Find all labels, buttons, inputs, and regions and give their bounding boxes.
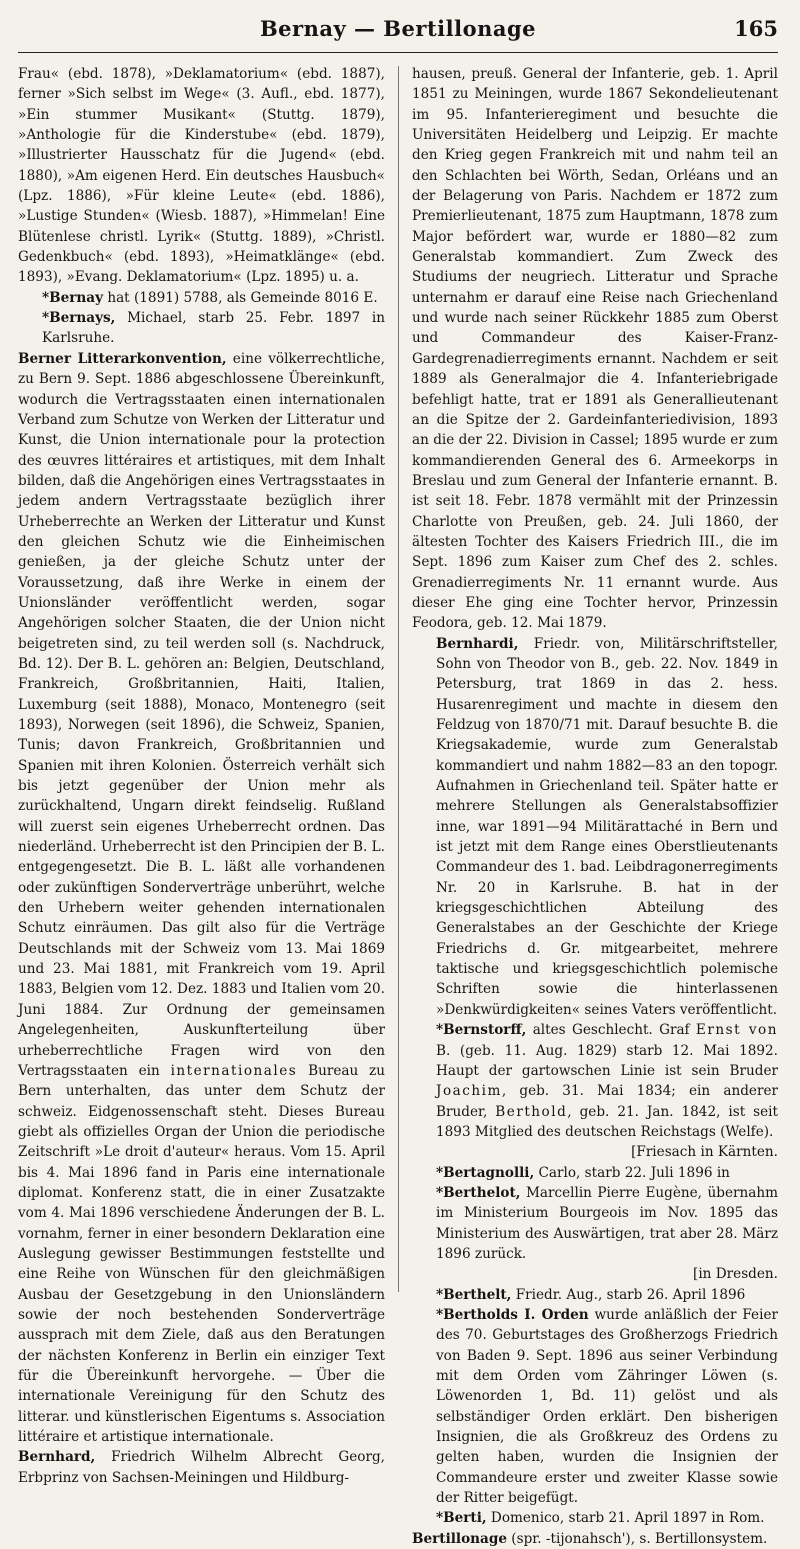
entry-text: Michael, starb 25. Febr. 1897 in Karlsruhe. [42, 310, 385, 347]
left-column [18, 64, 385, 1488]
entry-bernays [18, 308, 385, 349]
spaced-text: internationales [170, 1062, 298, 1079]
headword: *Bernstorff, [436, 1022, 527, 1039]
entry-text: (spr. -tijonahsch'), s. Bertillonsystem. [506, 1530, 768, 1547]
entry-bernay [18, 288, 385, 308]
entry-text: B. (geb. 11. Aug. 1829) starb 12. Mai 1892. Haupt der gartowschen Linie ist sein Bruder [436, 1042, 778, 1079]
spaced-name: Berthold [495, 1103, 568, 1120]
headword: Berner Litterarkonvention, [18, 350, 227, 367]
spaced-name: Ernst von [695, 1022, 778, 1039]
headword: *Bertholds I. Orden [436, 1306, 589, 1323]
entry-berner-litterarkonvention [18, 349, 385, 1448]
entry-text: hat (1891) 5788, als Gemeinde 8016 E. [103, 289, 378, 306]
page-number: 165 [734, 16, 778, 41]
headword: *Berthelot, [436, 1184, 521, 1201]
headword: Bertillonage [412, 1530, 507, 1547]
entry-bernstorff [412, 1020, 778, 1162]
entry-bertillonage [412, 1529, 778, 1549]
entry-text: Friedr. Aug., starb 26. April 1896 [511, 1286, 746, 1303]
entry-text: Domenico, starb 21. April 1897 in Rom. [486, 1510, 765, 1527]
entry-berti [412, 1508, 778, 1528]
entry-text: wurde anläßlich der Feier des 70. Geburtstages des Großherzogs Friedrich von Baden 9. Sept. 1896 aus seiner Verbindung mit dem Orden vom Zähringer Löwen (s. Löwenorden 1, Bd. 11) gelöst und als selbständiger Orden erklärt. Den bisherigen Insignien, die als Großkreuz des Ordens zu gelten haben, wurden die Insignien der Commandeure erster und zweiter Klasse sowie der Ritter beigefügt. [436, 1306, 778, 1507]
entry-bernhardi [412, 634, 778, 1021]
entry-text: Frau« (ebd. 1878), »Deklamatorium« (ebd. 1887), ferner »Sich selbst im Wege« (3. Aufl., ebd. 1877), »Ein stummer Musikant« (Stuttg. 1879), »Anthologie für die Kinderstube« (ebd. 1879), »Illustrierter Hausschatz für die Jugend« (ebd. 1880), »Am eigenen Herd. Ein deutsches Hausbuch« (Lpz. 1886), »Für kleine Leute« (ebd. 1886), »Lustige Stunden« (Wiesb. 1887), »Himmelan! Eine Blütenlese christl. Lyrik« (Stuttg. 1889), »Christl. Gedenkbuch« (ebd. 1893), »Heimatklänge« (ebd. 1893), »Evang. Deklamatorium« (Lpz. 1895) u. a. [18, 66, 385, 286]
page-header [18, 8, 778, 53]
column-divider [398, 66, 399, 1292]
entry-text: hausen, preuß. General der Infanterie, geb. 1. April 1851 zu Meiningen, wurde 1867 Sekondelieutenant im 95. Infanterieregiment und besuchte die Universitäten Heidelberg und Leipzig. Er machte den Krieg gegen Frankreich mit und nahm teil an den Schlachten bei Wörth, Sedan, Orléans und an der Belagerung von Paris. Nachdem er 1872 zum Premierlieutenant, 1875 zum Hauptmann, 1878 zum Major befördert war, wurde er 1880—82 zum Generalstab kommandiert. Zum Zweck des Studiums der neugriech. Litteratur und Sprache unternahm er darauf eine Reise nach Griechenland und wurde nach seiner Rückkehr 1885 zum Oberst und Commandeur des Kaiser-Franz-Gardegrenadierregiments ernannt. Nachdem er seit 1889 als Generalmajor die 4. Infanteriebrigade befehligt hatte, trat er 1891 als Generallieutenant an die Spitze der 2. Gardeinfanteriedivision, 1893 an die der 22. Division in Cassel; 1895 wurde er zum kommandierenden General des 6. Armeekorps in Breslau und zum General der Infanterie ernannt. B. ist seit 18. Febr. 1878 vermählt mit der Prinzessin Charlotte von Preußen, geb. 24. Juli 1860, der ältesten Tochter des Kaisers Friedrich III., die im Sept. 1896 zum Kaiser zum Chef des 2. schles. Grenadierregiments Nr. 11 ernannt wurde. Aus dieser Ehe ging eine Tochter hervor, Prinzessin Feodora, geb. 12. Mai 1879. [412, 66, 778, 632]
entry-bertholds-orden [412, 1305, 778, 1508]
running-head: Bernay — Bertillonage [259, 16, 537, 41]
entry-tail: [Friesach in Kärnten. [631, 1144, 778, 1161]
headword: Bernhardi, [436, 635, 519, 652]
entry-berthelt [412, 1285, 778, 1305]
headword: Bernhard, [18, 1449, 96, 1466]
headword: *Bertagnolli, [436, 1164, 535, 1181]
entry-bernhard [18, 1447, 385, 1488]
entry-text: Bureau zu Bern unterhalten, das unter dem Schutz der schweiz. Eidgenossenschaft steht. Dieses Bureau giebt als offizielles Organ der Union die periodische Zeitschrift »Le droit d'auteur« heraus. Vom 15. April bis 4. Mai 1896 fand in Paris eine internationale diplomat. Konferenz statt, die in einer Zusatzakte vom 4. Mai 1896 verschiedene Änderungen der B. L. vornahm, ferner in einer besondern Deklaration eine Auslegung gewisser Bestimmungen feststellte und eine Reihe von Wünschen für den gleichmäßigen Ausbau der Gesetzgebung in den Unionsländern sowie der noch bestehenden Sonderverträge aussprach mit dem Ziele, daß aus den Beratungen der nächsten Konferenz in Berlin ein einziger Text für die Übereinkunft hervorgehe. — Über die internationale Vereinigung für den Schutz des litterar. und künstlerischen Eigentums s. Association littéraire et artistique internationale. [18, 1062, 385, 1446]
headword: *Bernays, [42, 310, 116, 327]
headword: *Berti, [436, 1510, 487, 1527]
entry-berthelot [412, 1183, 778, 1285]
entry-text: , geb. 21. Jan. 1842, ist seit 1893 Mitglied des deutschen Reichstags (Welfe). [436, 1103, 778, 1140]
entry-bertagnolli [412, 1163, 778, 1183]
spaced-name: Joachim [436, 1083, 502, 1100]
entry-text: Marcellin Pierre Eugène, übernahm im Ministerium Bourgeois im Nov. 1895 das Ministerium des Auswärtigen, trat aber 28. März 1896 zurück. [436, 1184, 778, 1262]
entry-text: Friedr. von, Militärschriftsteller, Sohn von Theodor von B., geb. 22. Nov. 1849 in Petersburg, trat 1869 in das 2. hess. Husarenregiment und machte in diesem den Feldzug von 1870/71 mit. Darauf besuchte B. die Kriegsakademie, wurde zum Generalstab kommandiert und nahm 1882—83 an den topogr. Aufnahmen in Griechenland teil. Später hatte er mehrere Stellungen als Generalstabsoffizier inne, war 1891—94 Militärattaché in Bern und ist jetzt mit dem Range eines Oberstlieutenants Commandeur des 1. bad. Leibdragonerregiments Nr. 20 in Karlsruhe. B. hat in der kriegsgeschichtlichen Abteilung des Generalstabes an der Geschichte der Kriege Friedrichs d. Gr. mitgearbeitet, mehrere taktische und kriegsgeschichtlich polemische Schriften sowie die hinterlassenen »Denkwürdigkeiten« seines Vaters veröffentlicht. [436, 635, 778, 1018]
right-column [412, 64, 778, 1549]
continuation-paragraph [18, 64, 385, 288]
entry-text: eine völkerrechtliche, zu Bern 9. Sept. 1886 abgeschlossene Übereinkunft, wodurch die Vertragsstaaten einen internationalen Verband zum Schutze von Werken der Litteratur und Kunst, die Union internationale pour la protection des œuvres littéraires et artistiques, mit dem Inhalt bilden, daß die Angehörigen eines Vertragsstaates in jedem andern Vertragsstaate bezüglich ihrer Urheberrechte an Werken der Litteratur und Kunst den gleichen Schutz wie die Einheimischen genießen, ja der gleiche Schutz unter der Voraussetzung, daß ihre Werke in einem der Unionsländer veröffentlicht werden, sogar Angehörigen solcher Staaten, die der Union nicht beigetreten sind, zu teil werden soll (s. Nachdruck, Bd. 12). Der B. L. gehören an: Belgien, Deutschland, Frankreich, Großbritannien, Haiti, Italien, Luxemburg (seit 1888), Monaco, Montenegro (seit 1893), Norwegen (seit 1896), die Schweiz, Spanien, Tunis; davon Frankreich, Großbritannien und Spanien mit ihren Kolonien. Österreich verhält sich bis jetzt gegenüber der Union mehr als zurückhaltend, Ungarn direkt feindselig. Rußland will zuerst sein eigenes Urheberrecht ordnen. Das niederländ. Urheberrecht ist den Principien der B. L. entgegengesetzt. Die B. L. läßt alle vorhandenen oder zukünftigen Sonderverträge unberührt, welche den Urhebern weiter gehenden internationalen Schutz einräumen. Das gilt also für die Verträge Deutschlands mit der Schweiz vom 13. Mai 1869 und 23. Mai 1881, mit Frankreich vom 19. April 1883, Belgien vom 12. Dez. 1883 und Italien vom 20. Juni 1884. Zur Ordnung der gemeinsamen Angelegenheiten, Auskunfterteilung über urheberrechtliche Fragen wird von den Vertragsstaaten ein [18, 350, 385, 1079]
entry-text: , geb. 31. Mai 1834; ein anderer Bruder, [436, 1083, 778, 1120]
headword: *Bernay [42, 289, 103, 306]
continuation-paragraph [412, 64, 778, 634]
entry-tail: [in Dresden. [693, 1266, 778, 1283]
entry-text: altes Geschlecht. Graf [526, 1022, 696, 1039]
entry-text: Friedrich Wilhelm Albrecht Georg, Erbprinz von Sachsen-Meiningen und Hildburg- [18, 1449, 385, 1486]
headword: *Berthelt, [436, 1286, 512, 1303]
entry-text: Carlo, starb 22. Juli 1896 in [534, 1164, 730, 1181]
